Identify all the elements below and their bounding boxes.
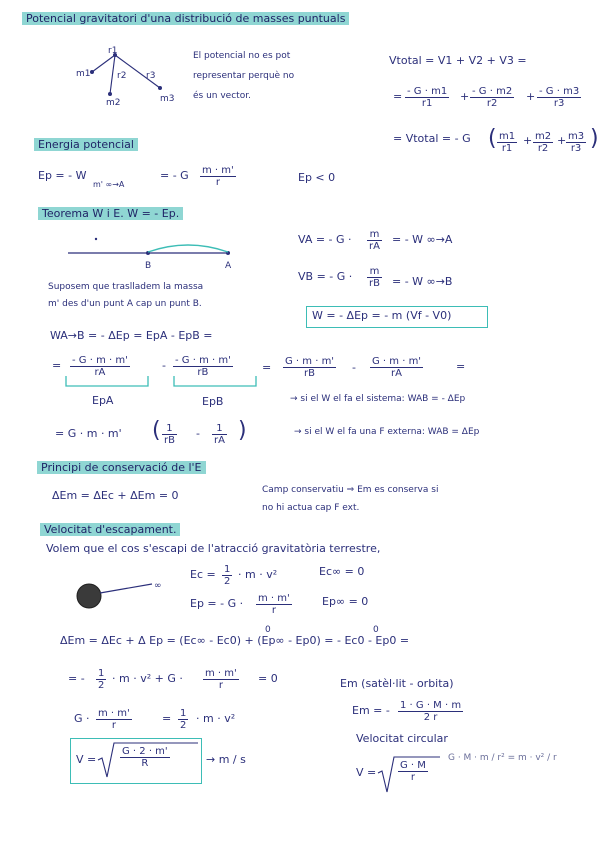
l2-mid: · m · v² + G · bbox=[112, 672, 183, 685]
label-m1: m1 bbox=[76, 69, 91, 79]
line2-frac-2: $\frac{- G \cdot m \cdot m'}{rB}$ bbox=[175, 355, 231, 378]
ep-lhs-2: Ep = - G · bbox=[190, 597, 244, 610]
eq2-frac-3: $\frac{- G \cdot m3}{r3}$ bbox=[539, 86, 580, 109]
eq3-frac-3: $\frac{m3}{r3}$ bbox=[568, 131, 585, 154]
plus-sign: + bbox=[460, 90, 470, 103]
line3-prefix: = G · m · m' bbox=[55, 427, 122, 440]
paren-open: ( bbox=[488, 126, 497, 151]
boxed-work-text: W = - ΔEp = - m (Vf - V0) bbox=[312, 309, 452, 322]
note-external-work: → si el W el fa una F externa: WAB = ΔEp bbox=[294, 427, 480, 437]
line2-frac-4: $\frac{G \cdot m \cdot m'}{rA}$ bbox=[372, 356, 422, 379]
section-title-energy: Energia potencial bbox=[34, 139, 138, 151]
suppose-line-1: Suposem que traslladem la massa bbox=[48, 282, 204, 292]
v-radicand: $\frac{G \cdot 2 \cdot m'}{R}$ bbox=[122, 746, 168, 769]
ec-lhs: Ec = bbox=[190, 568, 216, 581]
circular-velocity-label: Velocitat circular bbox=[356, 732, 448, 745]
l2-prefix: = - bbox=[68, 672, 85, 685]
epa-label: EpA bbox=[92, 394, 114, 407]
paren-open: ( bbox=[152, 418, 161, 443]
l3-eq: = bbox=[162, 712, 172, 725]
label-m3: m3 bbox=[160, 94, 175, 104]
label-m2: m2 bbox=[106, 98, 121, 108]
va-tail: = - W ∞→A bbox=[392, 233, 453, 246]
line2-minus: - bbox=[162, 359, 166, 372]
escape-intro: Volem que el cos s'escapi de l'atracció gravitatòria terrestre, bbox=[46, 542, 381, 555]
section-title-conservation: Principi de conservació de l'E bbox=[37, 462, 206, 474]
paren-close: ) bbox=[590, 126, 599, 151]
note-line-2: representar perquè no bbox=[193, 71, 295, 81]
suppose-line-2: m' des d'un punt A cap un punt B. bbox=[48, 299, 202, 309]
ec-infinity: Ec∞ = 0 bbox=[319, 565, 365, 578]
note-system-work: → si el W el fa el sistema: WAB = - ΔEp bbox=[290, 394, 466, 404]
eq2-frac-1: $\frac{- G \cdot m1}{r1}$ bbox=[407, 86, 448, 109]
vb-lhs: VB = - G · bbox=[298, 270, 353, 283]
v2-note: G · M · m / r² = m · v² / r bbox=[448, 753, 557, 763]
line2-frac-3: $\frac{G \cdot m \cdot m'}{rB}$ bbox=[285, 356, 335, 379]
label-r2: r2 bbox=[117, 71, 127, 81]
wab-equation: WA→B = - ΔEp = EpA - EpB = bbox=[50, 329, 213, 342]
l3-frac-1: $\frac{m \cdot m'}{r}$ bbox=[98, 708, 130, 731]
conservation-note-1: Camp conservatiu ⇒ Em es conserva si bbox=[262, 485, 439, 495]
l3-frac-2: $\frac{1}{2}$ bbox=[180, 708, 187, 731]
section-title-escape: Velocitat d'escapament. bbox=[40, 524, 180, 536]
note-line-3: és un vector. bbox=[193, 91, 251, 101]
v2-radicand: $\frac{G \cdot M}{r}$ bbox=[400, 760, 426, 783]
l2-end: = 0 bbox=[258, 672, 278, 685]
l2-frac-2: $\frac{m \cdot m'}{r}$ bbox=[205, 668, 237, 691]
line3-frac-1: $\frac{1}{rB}$ bbox=[164, 423, 175, 446]
label-r3: r3 bbox=[146, 71, 156, 81]
eq3-prefix: = Vtotal = - G bbox=[393, 132, 471, 145]
eq3-frac-1: $\frac{m1}{r1}$ bbox=[499, 131, 516, 154]
zero-mark-1: 0 bbox=[265, 625, 271, 635]
ec-frac: $\frac{1}{2}$ bbox=[224, 564, 231, 587]
eq2-frac-2: $\frac{- G \cdot m2}{r2}$ bbox=[472, 86, 513, 109]
conservation-note-2: no hi actua cap F ext. bbox=[262, 503, 360, 513]
ec-tail: · m · v² bbox=[238, 568, 278, 581]
vb-tail: = - W ∞→B bbox=[392, 275, 453, 288]
section-title-potential: Potencial gravitatori d'una distribució de masses puntuals bbox=[22, 13, 349, 25]
line2-minus-2: - bbox=[352, 361, 356, 374]
line2-equals: = bbox=[262, 361, 272, 374]
epb-label: EpB bbox=[202, 395, 224, 408]
va-lhs: VA = - G · bbox=[298, 233, 352, 246]
ep-subscript: m' ∞→A bbox=[93, 180, 125, 189]
label-r1: r1 bbox=[108, 46, 118, 56]
line3-frac-2: $\frac{1}{rA}$ bbox=[214, 423, 225, 446]
note-line-1: El potencial no es pot bbox=[193, 51, 291, 61]
l3-g: G · bbox=[74, 712, 90, 725]
ep-condition: Ep < 0 bbox=[298, 171, 336, 184]
line2-prefix: = bbox=[52, 359, 62, 372]
va-frac: $\frac{m}{rA}$ bbox=[369, 229, 380, 252]
section-title-theorem: Teorema W i E. W = - Ep. bbox=[38, 208, 183, 220]
v2-lhs: V = bbox=[356, 766, 377, 779]
eq3-frac-2: $\frac{m2}{r2}$ bbox=[535, 131, 552, 154]
conservation-equation: ΔEm = ΔEc + ΔEm = 0 bbox=[52, 489, 179, 502]
infinity-label: ∞ bbox=[154, 581, 162, 591]
point-a-label: A bbox=[225, 261, 232, 271]
em-satellite: Em (satèl·lit - orbita) bbox=[340, 677, 454, 690]
ep-frac-2: $\frac{m \cdot m'}{r}$ bbox=[258, 593, 290, 616]
point-b-label: B bbox=[145, 261, 152, 271]
eq2-prefix: = bbox=[393, 90, 403, 103]
v-lhs: V = bbox=[76, 753, 97, 766]
delta-em-equation: ΔEm = ΔEc + Δ Ep = (Ec∞ - Ec0) + (Ep∞ - Ep0) = - Ec0 - Ep0 = bbox=[60, 634, 410, 647]
plus-sign: + bbox=[523, 134, 533, 147]
em-equation: Em = - bbox=[352, 704, 390, 717]
l2-frac-1: $\frac{1}{2}$ bbox=[98, 668, 105, 691]
line3-minus: - bbox=[196, 427, 200, 440]
zero-mark-2: 0 bbox=[373, 625, 379, 635]
paren-close: ) bbox=[238, 418, 247, 443]
v-unit: → m / s bbox=[206, 753, 246, 766]
ep-lhs: Ep = - W bbox=[38, 169, 87, 182]
ep-infinity: Ep∞ = 0 bbox=[322, 595, 369, 608]
l3-tail: · m · v² bbox=[196, 712, 236, 725]
vtotal-equation: Vtotal = V1 + V2 + V3 = bbox=[389, 54, 527, 67]
ep-frac: $\frac{m \cdot m'}{r}$ bbox=[202, 165, 234, 188]
em-frac: $\frac{1 \cdot G \cdot M \cdot m}{2 r}$ bbox=[400, 700, 462, 723]
ep-mid: = - G bbox=[160, 169, 189, 182]
plus-sign: + bbox=[557, 134, 567, 147]
vb-frac: $\frac{m}{rB}$ bbox=[369, 266, 380, 289]
line2-end: = bbox=[456, 360, 466, 373]
line2-frac-1: $\frac{- G \cdot m \cdot m'}{rA}$ bbox=[72, 355, 128, 378]
plus-sign: + bbox=[526, 90, 536, 103]
